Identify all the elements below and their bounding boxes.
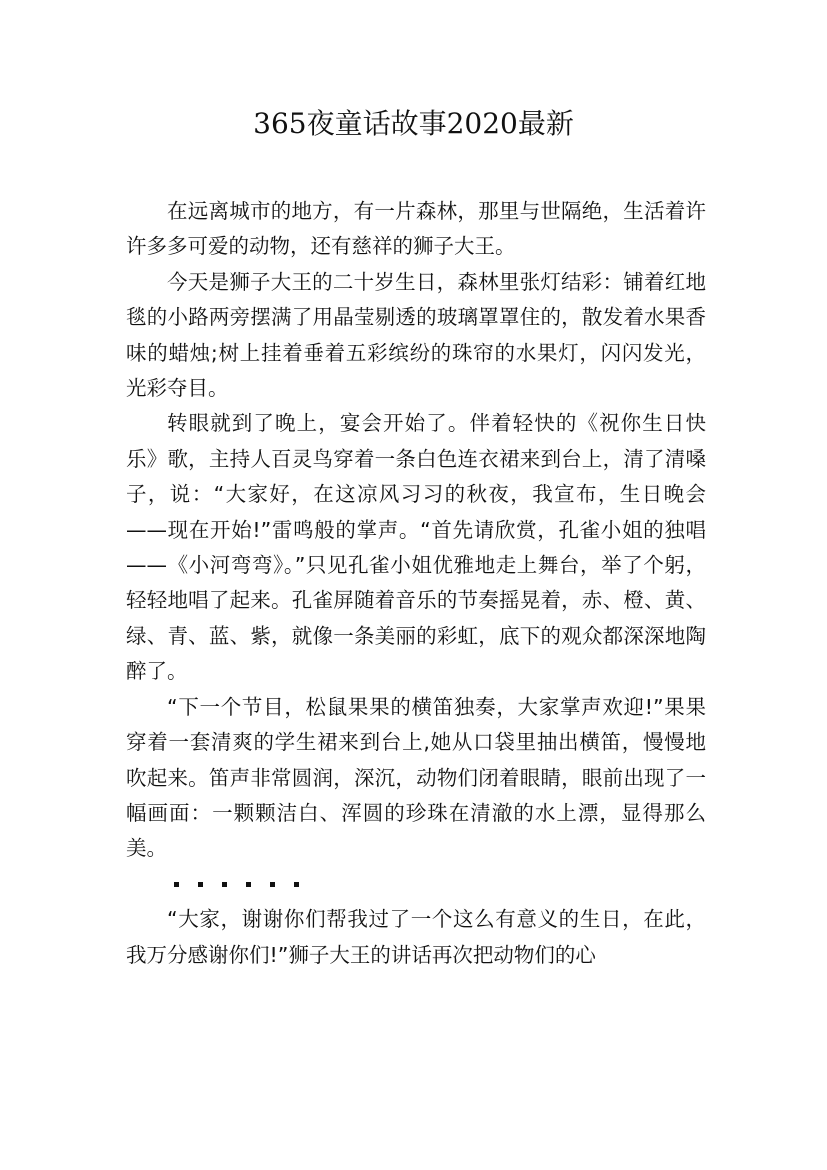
ellipsis-dot: [222, 882, 227, 887]
document-title: 365夜童话故事2020最新: [253, 107, 574, 140]
ellipsis-dot: [294, 882, 299, 887]
paragraph-5: “大家，谢谢你们帮我过了一个这么有意义的生日，在此，我万分感谢你们!”狮子大王的讲话再次把动物们的心: [126, 907, 706, 967]
paragraph-4: “下一个节目，松鼠果果的横笛独奏，大家掌声欢迎!”果果穿着一套清爽的学生裙来到台上,她从口袋里抽出横笛，慢慢地吹起来。笛声非常圆润，深沉，动物们闭着眼睛，眼前出现了一幅画面：一颗颗洁白、浑圆的珍珠在清澈的水上漂，显得那么美。: [126, 694, 706, 861]
paragraph-3: 转眼就到了晚上，宴会开始了。伴着轻快的《祝你生日快乐》歌，主持人百灵鸟穿着一条白色连衣裙来到台上，清了清嗓子，说：“大家好，在这凉风习习的秋夜，我宣布，生日晚会——现在开始!”雷鸣般的掌声。“首先请欣赏，孔雀小姐的独唱——《小河弯弯》。”只见孔雀小姐优雅地走上舞台，举了个躬，轻轻地唱了起来。孔雀屏随着音乐的节奏摇晃着，赤、橙、黄、绿、青、蓝、紫，就像一条美丽的彩虹，底下的观众都深深地陶醉了。: [126, 411, 706, 684]
ellipsis-dot: [246, 882, 251, 887]
ellipsis-separator: [126, 867, 706, 902]
ellipsis-dot: [270, 882, 275, 887]
paragraph-2: 今天是狮子大王的二十岁生日，森林里张灯结彩：铺着红地毯的小路两旁摆满了用晶莹剔透的玻璃罩罩住的，散发着水果香味的蜡烛;树上挂着垂着五彩缤纷的珠帘的水果灯，闪闪发光，光彩夺目。: [126, 269, 706, 401]
document-body: [126, 194, 706, 973]
ellipsis-dot: [174, 882, 179, 887]
paragraph-1: 在远离城市的地方，有一片森林，那里与世隔绝，生活着许许多多可爱的动物，还有慈祥的狮子大王。: [126, 199, 706, 259]
ellipsis-dot: [198, 882, 203, 887]
